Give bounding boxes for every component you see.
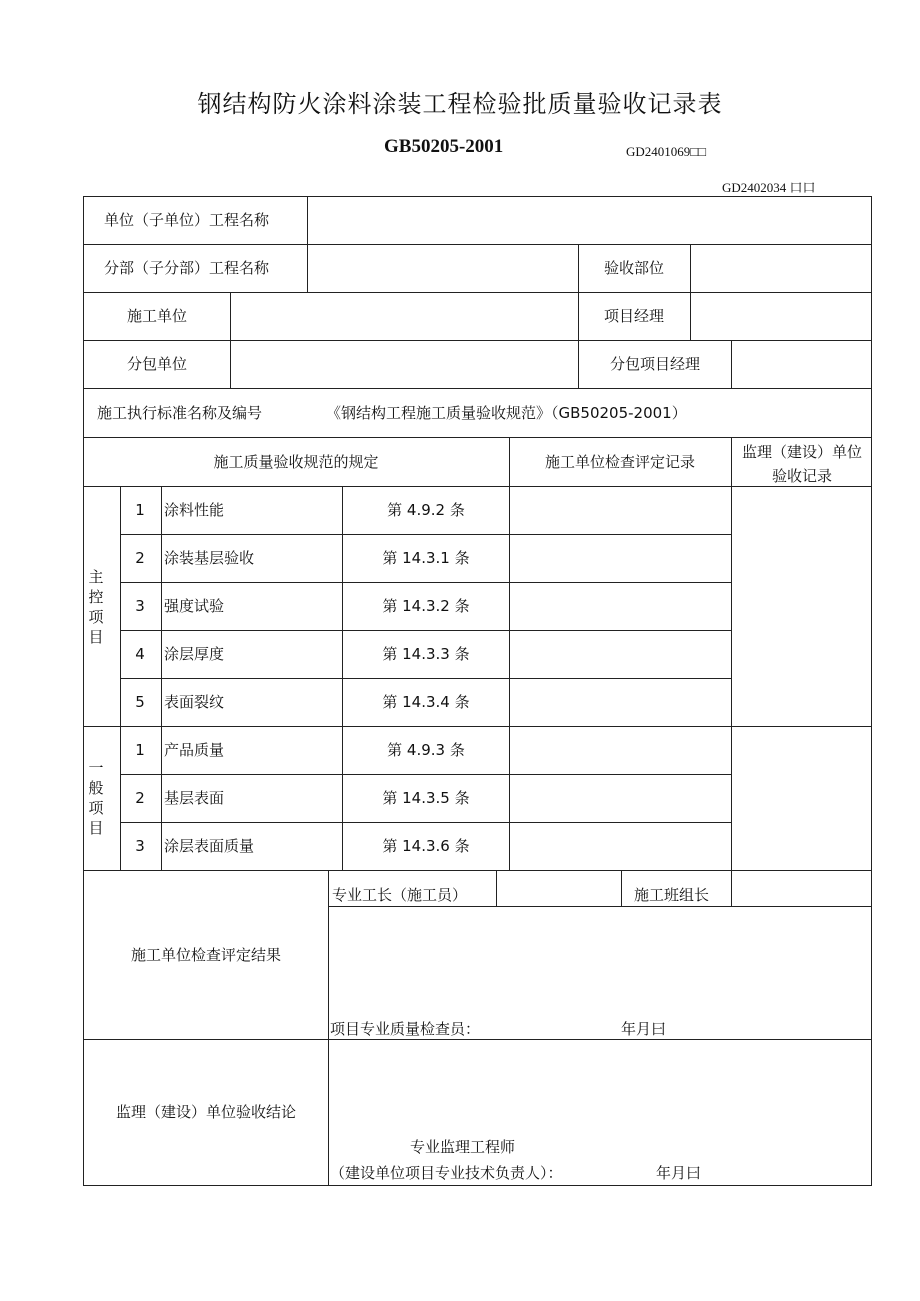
item-number: 2 [135, 549, 145, 567]
item-clause: 第 14.3.4 条 [382, 693, 470, 711]
column-spec: 施工质量验收规范的规定 [213, 453, 379, 471]
column-check-record: 施工单位检查评定记录 [544, 453, 696, 471]
column-supervision-line2: 验收记录 [771, 467, 833, 485]
item-name: 涂料性能 [164, 501, 225, 519]
subcontractor-label: 分包单位 [126, 355, 188, 373]
project-manager-label: 项目经理 [603, 307, 665, 325]
conclusion-label: 监理（建设）单位验收结论 [115, 1103, 297, 1121]
item-name: 强度试验 [164, 597, 225, 615]
inspector-label: 项目专业质量检查员： [330, 1020, 481, 1038]
form-code-1: GD2401069□□ [626, 144, 706, 159]
result-date-label: 年月曰 [621, 1020, 667, 1038]
tech-lead-label: （建设单位项目专业技术负责人）： [330, 1164, 563, 1182]
standard-code: GB50205-2001 [384, 136, 504, 157]
item-clause: 第 14.3.2 条 [382, 597, 470, 615]
page-title: 钢结构防火涂料涂装工程检验批质量验收记录表 [197, 90, 723, 118]
conclusion-date-label: 年月曰 [656, 1164, 702, 1182]
column-supervision-line1: 监理（建设）单位 [741, 443, 863, 461]
item-number: 3 [135, 837, 145, 855]
form-code-2: GD2402034 口口 [722, 180, 816, 195]
result-label: 施工单位检查评定结果 [130, 946, 282, 964]
item-number: 3 [135, 597, 145, 615]
item-number: 1 [135, 741, 145, 759]
supervising-engineer-label: 专业监理工程师 [410, 1138, 516, 1156]
exec-standard-label: 施工执行标准名称及编号 [97, 404, 263, 422]
item-name: 产品质量 [164, 741, 225, 759]
item-name: 涂层厚度 [164, 645, 225, 663]
item-number: 4 [135, 645, 145, 663]
general-items-label: 一般项目 [88, 759, 104, 837]
item-clause: 第 4.9.3 条 [387, 741, 465, 759]
item-name: 涂装基层验收 [164, 549, 255, 567]
item-clause: 第 14.3.1 条 [382, 549, 470, 567]
item-number: 1 [135, 501, 145, 519]
unit-project-label: 单位（子单位）工程名称 [104, 211, 270, 229]
item-number: 5 [135, 693, 145, 711]
item-clause: 第 14.3.6 条 [382, 837, 470, 855]
item-clause: 第 4.9.2 条 [387, 501, 465, 519]
acceptance-part-label: 验收部位 [603, 259, 665, 277]
foreman-label: 专业工长（施工员） [332, 886, 468, 904]
team-leader-label: 施工班组长 [634, 886, 710, 904]
item-clause: 第 14.3.3 条 [382, 645, 470, 663]
item-name: 基层表面 [164, 789, 225, 807]
sub-project-label: 分部（子分部）工程名称 [104, 259, 270, 277]
item-number: 2 [135, 789, 145, 807]
item-name: 表面裂纹 [164, 693, 225, 711]
main-items-label: 主控项目 [88, 568, 104, 646]
exec-standard-value: 《钢结构工程施工质量验收规范》（GB50205-2001） [326, 404, 687, 422]
construction-unit-label: 施工单位 [126, 307, 188, 325]
sub-project-manager-label: 分包项目经理 [609, 355, 701, 373]
item-name: 涂层表面质量 [164, 837, 255, 855]
item-clause: 第 14.3.5 条 [382, 789, 470, 807]
